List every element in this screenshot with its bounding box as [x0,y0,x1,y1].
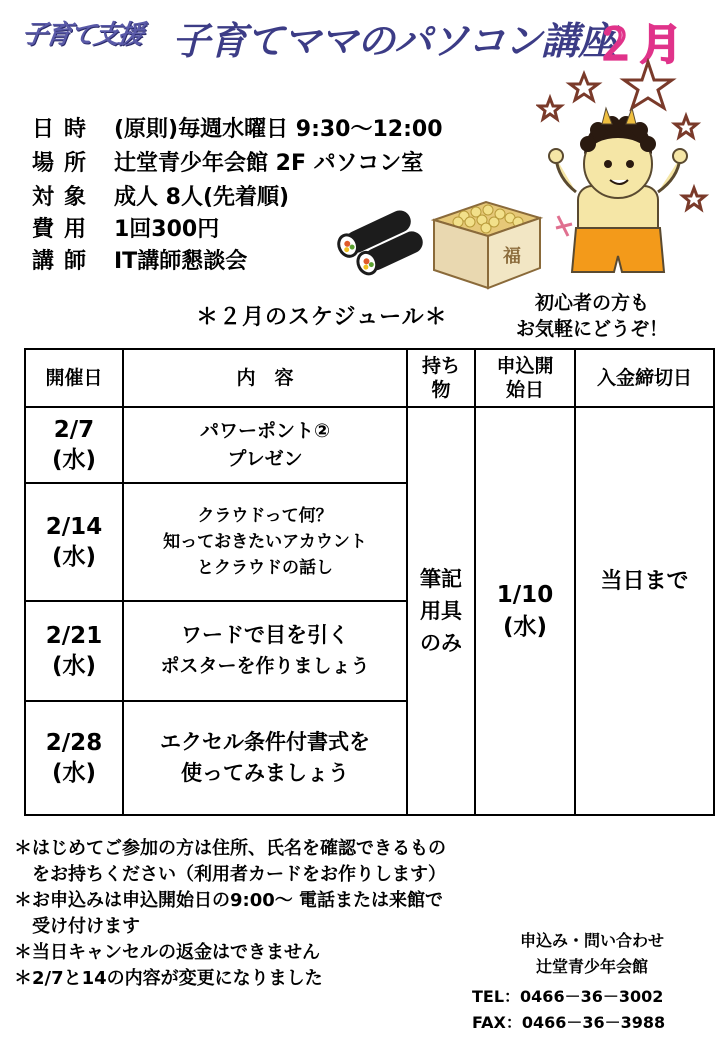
header-start-line-1: 申込開 [496,355,554,377]
header-start-line-2: 始日 [505,379,544,401]
header-content: 内 容 [123,349,407,407]
masu-beans-illustration [424,196,546,292]
ehomaki-illustration [336,198,426,278]
info-fee [32,212,219,243]
start-date-cell [475,407,575,815]
deadline-cell: 当日まで [575,407,714,815]
note-line: ＊はじめてご参加の方は住所、氏名を確認できるもの [14,838,446,859]
row-date-value: 2/14 [45,514,103,540]
info-target-key: 対象 [32,185,97,210]
row-content-line-1: クラウドって何？ [197,506,333,526]
header-start [475,349,575,407]
items-line-2: 用具 [420,599,462,623]
row-content-line-2: ポスターを作りましょう [160,655,370,677]
row-date-day: (水) [51,760,97,786]
items-line-3: のみ [420,631,462,655]
table-header-row [25,349,714,407]
row-date [25,483,123,601]
info-instructor-value: IT講師懇談会 [114,249,248,274]
notes-list [14,836,446,992]
info-instructor [32,244,247,275]
info-target-value: 成人 8人(先着順) [114,185,290,210]
page-title: 子育てママのパソコン講座 [172,19,616,63]
row-content [123,601,407,701]
info-fee-key: 費用 [32,217,97,242]
note-line: ＊お申込みは申込開始日の9:00～ 電話または来館で [14,890,444,911]
info-target [32,180,289,211]
info-place [32,146,423,177]
note-line: 受け付けます [14,916,140,937]
header-date: 開催日 [25,349,123,407]
row-date-value: 2/28 [45,730,103,756]
note-line: をお持ちください（利用者カードをお作りします） [14,864,446,885]
header-items [407,349,475,407]
row-content-line-1: ワードで目を引く [181,623,349,647]
items-line-1: 筆記 [420,567,462,591]
row-content-line-1: パワーポント② [199,420,331,442]
row-content-line-2: 使ってみましょう [181,761,349,785]
table-row [25,407,714,483]
info-place-value: 辻堂青少年会館 2F パソコン室 [114,151,424,176]
info-place-key: 場所 [32,151,97,176]
row-content [123,483,407,601]
masu-character: 福 [503,246,521,267]
contact-block [472,928,712,1036]
header-items-line-2: 物 [431,379,451,401]
start-date-day: (水) [502,614,548,640]
note-line: ＊当日キャンセルの返金はできません [14,942,320,963]
info-instructor-key: 講師 [32,249,97,274]
row-date [25,701,123,815]
header-items-line-1: 持ち [421,355,460,377]
row-content [123,407,407,483]
contact-fax: FAX：0466－36－3988 [472,1013,666,1032]
oni-illustration [536,58,716,286]
row-date-day: (水) [51,544,97,570]
schedule-table [24,348,715,816]
row-content-line-3: とクラウドの話し [197,558,333,578]
welcome-line-1: 初心者の方も [535,292,650,314]
header-deadline: 入金締切日 [575,349,714,407]
start-date-value: 1/10 [496,582,554,608]
info-datetime-key: 日時 [32,117,97,142]
month-badge: ２月 [594,20,687,69]
info-fee-value: 1回300円 [114,217,220,242]
row-date-day: (水) [51,447,97,473]
support-label: 子育て支援 [19,20,144,50]
row-date [25,601,123,701]
welcome-line-2: お気軽にどうぞ！ [516,318,669,340]
note-line: ＊2/7と14の内容が変更になりました [14,968,323,989]
items-cell [407,407,475,815]
contact-heading: 申込み・問い合わせ [519,931,664,950]
contact-tel: TEL：0466－36－3002 [472,987,664,1006]
contact-name: 辻堂青少年会館 [535,957,648,976]
row-content-line-2: プレゼン [227,448,303,470]
row-date [25,407,123,483]
row-content-line-1: エクセル条件付書式を [160,730,370,754]
row-date-value: 2/21 [45,623,103,649]
row-content-line-2: 知っておきたいアカウント [163,532,367,552]
welcome-message [516,290,668,342]
row-date-value: 2/7 [53,417,95,443]
row-content [123,701,407,815]
schedule-title: ＊２月のスケジュール＊ [196,305,448,330]
row-date-day: (水) [51,653,97,679]
info-datetime-value: (原則)毎週水曜日 9:30～12:00 [114,117,443,142]
info-datetime [32,112,443,143]
